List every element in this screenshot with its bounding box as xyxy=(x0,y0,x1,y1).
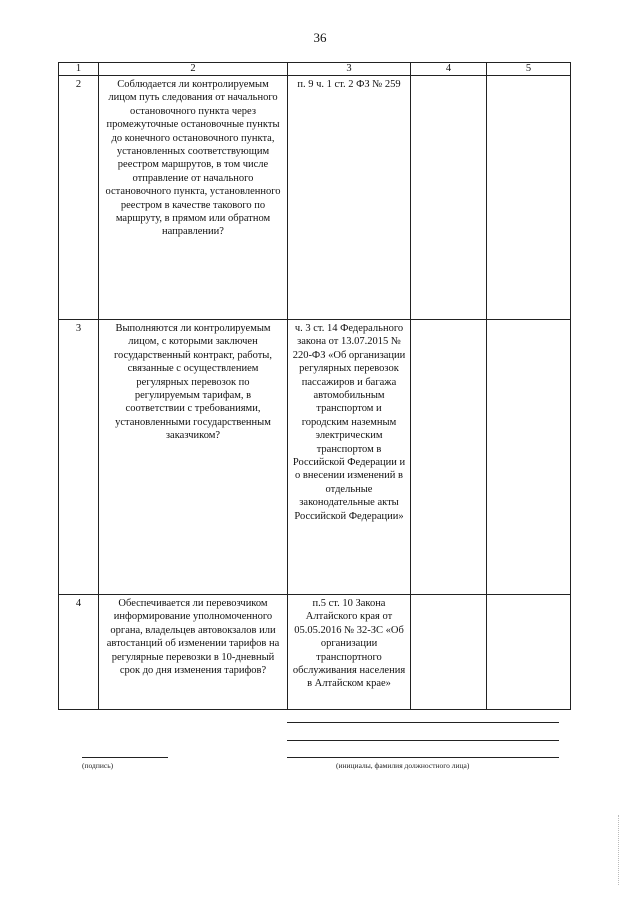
checklist-table xyxy=(58,62,571,710)
question-cell: Обеспечивается ли перевозчиком информирование уполномоченного органа, владельцев автовокзалов или автостанций об изменении тарифов на регулярные перевозки в 10-дневный срок до дня изменения тарифов? xyxy=(99,595,288,710)
note-cell xyxy=(487,76,571,320)
name-line-2 xyxy=(287,740,559,741)
table-header-row xyxy=(59,63,571,76)
name-line-1 xyxy=(287,722,559,723)
note-cell xyxy=(487,320,571,595)
column-header: 4 xyxy=(411,63,487,76)
answer-cell xyxy=(411,76,487,320)
law-reference-cell: п. 9 ч. 1 ст. 2 ФЗ № 259 xyxy=(288,76,411,320)
question-cell: Выполняются ли контролируемым лицом, с которыми заключен государственный контракт, работы, связанные с осуществлением регулярных перевозок по регулируемым тарифам, в соответствии с требованиями, установленными государственным заказчиком? xyxy=(99,320,288,595)
signature-caption: (подпись) xyxy=(82,761,114,770)
answer-cell xyxy=(411,320,487,595)
table-row xyxy=(59,320,571,595)
table-row xyxy=(59,76,571,320)
column-header: 3 xyxy=(288,63,411,76)
signature-line xyxy=(82,757,168,758)
column-header: 5 xyxy=(487,63,571,76)
question-cell: Соблюдается ли контролируемым лицом путь следования от начального остановочного пункта через промежуточные остановочные пункты до конечного остановочного пункта, установленных соответствующим реестром маршрутов, в том числе отправление от начального остановочного пункта, установленного реестром в качестве такового по маршруту, в прямом или обратном направлении? xyxy=(99,76,288,320)
row-number: 4 xyxy=(59,595,99,710)
column-header: 2 xyxy=(99,63,288,76)
note-cell xyxy=(487,595,571,710)
row-number: 2 xyxy=(59,76,99,320)
scan-edge-mark xyxy=(618,815,621,885)
table-row xyxy=(59,595,571,710)
name-caption: (инициалы, фамилия должностного лица) xyxy=(336,761,470,770)
column-header: 1 xyxy=(59,63,99,76)
page-number: 36 xyxy=(313,30,327,45)
answer-cell xyxy=(411,595,487,710)
law-reference-cell: ч. 3 ст. 14 Федерального закона от 13.07.2015 № 220-ФЗ «Об организации регулярных перевозок пассажиров и багажа автомобильным транспортом и городским наземным электрическим транспортом в Российской Федерации и о внесении изменений в отдельные законодательные акты Российской Федерации» xyxy=(288,320,411,595)
name-line-3 xyxy=(287,757,559,758)
law-reference-cell: п.5 ст. 10 Закона Алтайского края от 05.05.2016 № 32-ЗС «Об организации транспортного обслуживания населения в Алтайском крае» xyxy=(288,595,411,710)
row-number: 3 xyxy=(59,320,99,595)
